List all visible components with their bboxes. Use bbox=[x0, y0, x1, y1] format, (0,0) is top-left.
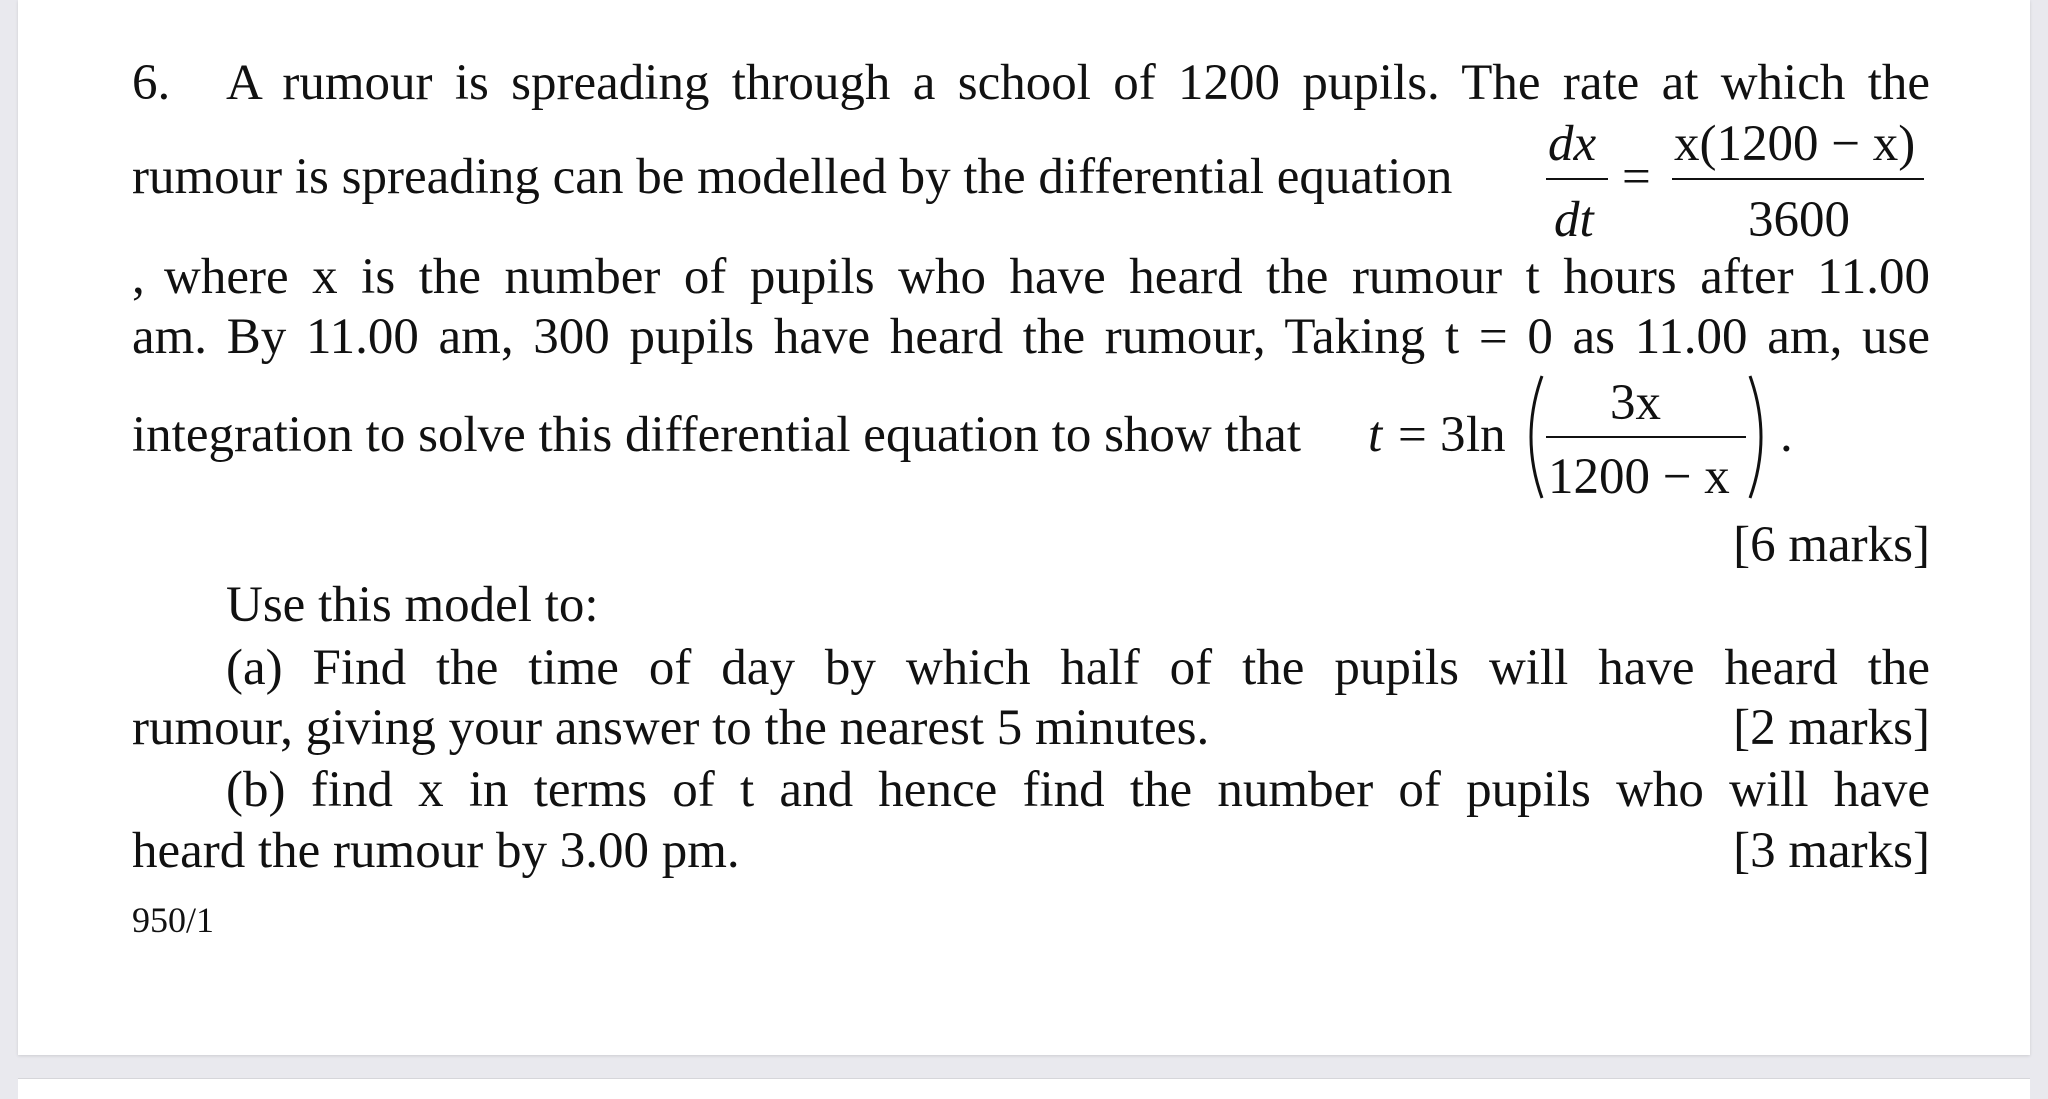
part-b-marks: [3 marks] bbox=[1733, 823, 1930, 879]
part-b-line-1: (b) find x in terms of t and hence find the number of pupils who will have bbox=[226, 762, 1930, 818]
result-fraction-bar bbox=[1546, 436, 1746, 438]
part-b-line-2: heard the rumour by 3.00 pm. bbox=[132, 823, 740, 879]
part-a-marks: [2 marks] bbox=[1733, 700, 1930, 756]
paper-code: 950/1 bbox=[132, 900, 215, 940]
de-equals-sign: = bbox=[1622, 149, 1651, 205]
result-right-paren bbox=[1746, 374, 1774, 500]
question-line-2: rumour is spreading can be modelled by the differential equation bbox=[132, 149, 1453, 205]
result-lhs-t: t bbox=[1368, 407, 1383, 463]
result-equals-sign: = bbox=[1398, 407, 1427, 463]
question-line-4: am. By 11.00 am, 300 pupils have heard the rumour, Taking t = 0 as 11.00 am, use bbox=[132, 309, 1930, 365]
de-lhs-fraction-bar bbox=[1546, 178, 1608, 180]
de-rhs-denominator: 3600 bbox=[1748, 192, 1850, 248]
de-lhs-numerator: dx bbox=[1548, 116, 1597, 172]
de-rhs-fraction-bar bbox=[1672, 178, 1924, 180]
exam-page bbox=[18, 0, 2030, 1055]
question-line-3: where x is the number of pupils who have heard the rumour t hours after 11.00 bbox=[164, 249, 1930, 305]
de-rhs-numerator: x(1200 − x) bbox=[1674, 116, 1916, 172]
result-left-paren bbox=[1518, 374, 1546, 500]
result-coefficient: 3 bbox=[1440, 407, 1466, 463]
result-numerator: 3x bbox=[1610, 375, 1661, 431]
model-intro: Use this model to: bbox=[226, 577, 599, 633]
question-line-3-comma: , bbox=[132, 249, 145, 305]
result-end-period: . bbox=[1780, 407, 1793, 463]
marks-main: [6 marks] bbox=[1733, 517, 1930, 573]
result-denominator: 1200 − x bbox=[1548, 449, 1730, 505]
question-line-5: integration to solve this differential equation to show that bbox=[132, 407, 1301, 463]
next-page-edge bbox=[18, 1078, 2030, 1099]
question-number: 6. bbox=[132, 55, 171, 111]
question-line-1: A rumour is spreading through a school of 1200 pupils. The rate at which the bbox=[226, 55, 1930, 111]
part-a-line-1: (a) Find the time of day by which half of the pupils will have heard the bbox=[226, 640, 1930, 696]
de-lhs-denominator: dt bbox=[1554, 192, 1594, 248]
part-a-line-2: rumour, giving your answer to the nearest 5 minutes. bbox=[132, 700, 1210, 756]
result-ln: ln bbox=[1466, 407, 1506, 463]
